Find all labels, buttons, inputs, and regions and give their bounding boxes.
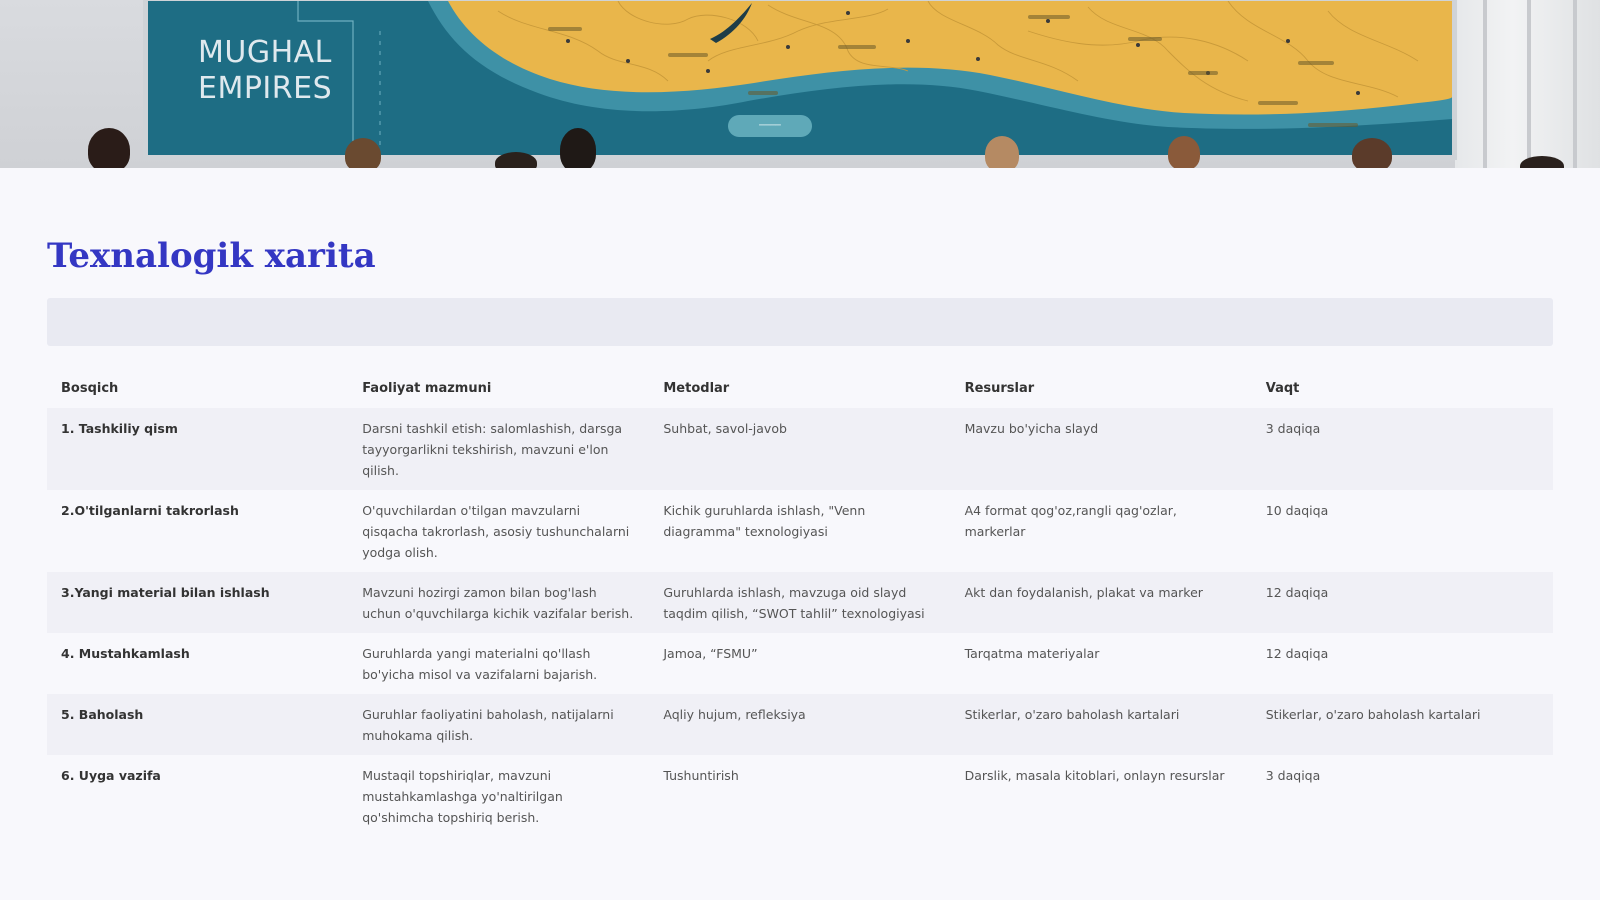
map-title-line2: EMPIRES: [198, 71, 333, 106]
cell-resources: Tarqatma materiyalar: [964, 646, 1100, 661]
cell-activity: Mavzuni hozirgi zamon bilan bog'lash uchun o'quvchilarga kichik vazifalar berish.: [348, 572, 649, 633]
table-row: [47, 490, 1553, 572]
cell-resources: Akt dan foydalanish, plakat va marker: [951, 572, 1252, 633]
table-row: [47, 633, 1553, 694]
cell-methods: Aqliy hujum, refleksiya: [649, 694, 950, 755]
cell-activity: O'quvchilardan o'tilgan mavzularni qisqacha takrorlash, asosiy tushunchalarni yodga olish.: [362, 503, 630, 560]
cell-resources: Stikerlar, o'zaro baholash kartalari: [951, 694, 1252, 755]
cell-activity: Guruhlar faoliyatini baholash, natijalarni muhokama qilish.: [348, 694, 649, 755]
map-scale-badge: ────: [728, 115, 812, 137]
table-row: [47, 694, 1553, 755]
cell-resources: Darslik, masala kitoblari, onlayn resurslar: [964, 768, 1225, 783]
header-band: [47, 298, 1553, 346]
cell-methods: Kichik guruhlarda ishlash, "Venn diagramma" texnologiyasi: [663, 503, 866, 539]
cell-resources: Mavzu bo'yicha slayd: [951, 408, 1252, 490]
cell-time: Stikerlar, o'zaro baholash kartalari: [1252, 694, 1553, 755]
cell-time: 12 daqiqa: [1252, 572, 1553, 633]
map-title: [198, 35, 332, 107]
cell-stage: 1. Tashkiliy qism: [47, 408, 348, 490]
cell-time: 12 daqiqa: [1265, 646, 1329, 661]
table-row: [47, 755, 1553, 837]
cell-stage: 4. Mustahkamlash: [61, 646, 190, 661]
cell-stage: 2.O'tilganlarni takrorlash: [61, 503, 239, 518]
cell-methods: Suhbat, savol-javob: [649, 408, 950, 490]
page-title: Texnalogik xarita: [47, 236, 376, 276]
cell-stage: 3.Yangi material bilan ishlash: [47, 572, 348, 633]
cell-methods: Tushuntirish: [663, 768, 739, 783]
cell-time: 3 daqiqa: [1265, 768, 1321, 783]
cell-time: 3 daqiqa: [1252, 408, 1553, 490]
table-row: [47, 572, 1553, 633]
table-row: [47, 408, 1553, 490]
col-header-time: Vaqt: [1265, 380, 1300, 396]
cell-resources: A4 format qog'oz,rangli qag'ozlar, markerlar: [964, 503, 1177, 539]
window-wall: [1455, 0, 1600, 168]
col-header-stage: Bosqich: [61, 380, 119, 396]
col-header-resources: Resurslar: [964, 380, 1035, 396]
cell-methods: Guruhlarda ishlash, mavzuga oid slayd taqdim qilish, “SWOT tahlil” texnologiyasi: [649, 572, 950, 633]
cell-activity: Guruhlarda yangi materialni qo'llash bo'yicha misol va vazifalarni bajarish.: [362, 646, 598, 682]
lesson-plan-table: [47, 368, 1553, 837]
cell-time: 10 daqiqa: [1265, 503, 1329, 518]
map-frame: [143, 0, 1457, 160]
col-header-methods: Metodlar: [663, 380, 730, 396]
cell-stage: 6. Uyga vazifa: [61, 768, 161, 783]
cell-methods: Jamoa, “FSMU”: [663, 646, 758, 661]
map-title-line1: MUGHAL: [198, 35, 332, 70]
cell-activity: Mustaqil topshiriqlar, mavzuni mustahkamlashga yo'naltirilgan qo'shimcha topshiriq berish.: [362, 768, 563, 825]
table-header-row: [47, 368, 1553, 408]
cell-stage: 5. Baholash: [47, 694, 348, 755]
col-header-activity: Faoliyat mazmuni: [362, 380, 492, 396]
hero-image: [0, 0, 1600, 168]
cell-activity: Darsni tashkil etish: salomlashish, darsga tayyorgarlikni tekshirish, mavzuni e'lon qilish.: [348, 408, 649, 490]
